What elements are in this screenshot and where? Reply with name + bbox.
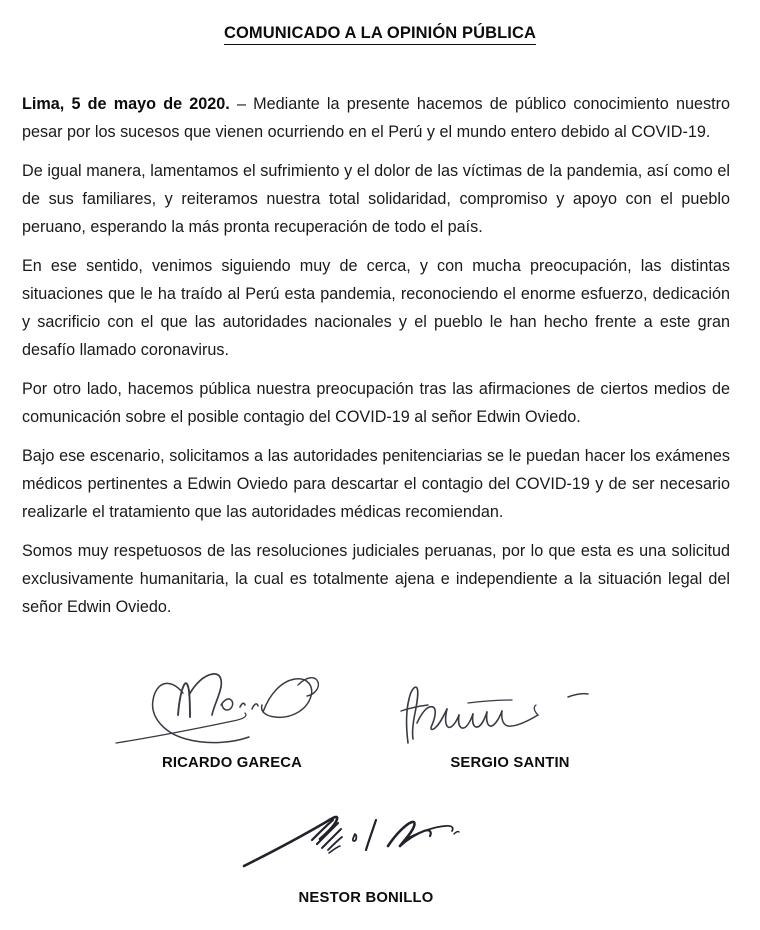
page-title-text: COMUNICADO A LA OPINIÓN PÚBLICA bbox=[224, 24, 536, 45]
dateline: Lima, 5 de mayo de 2020. bbox=[22, 95, 230, 113]
signature-block bbox=[0, 655, 760, 922]
signatory-name: RICARDO GARECA bbox=[161, 755, 303, 771]
paragraph-3: En ese sentido, venimos siguiendo muy de cerca, y con mucha preocupación, las distintas situaciones que le ha traído al Perú esta pandemia, reconociendo el enorme esfuerzo, dedicación y sacrificio con el que las autoridades nacionales y el pueblo le han hecho frente a este gran desafío llamado coronavirus. bbox=[22, 257, 730, 359]
signatory-sergio-santin bbox=[360, 655, 660, 795]
paragraph-1-text: – Mediante la presente hacemos de público conocimiento nuestro pesar por los sucesos que vienen ocurriendo en el Perú y el mundo entero debido al COVID-19. bbox=[22, 95, 730, 141]
handwritten-signature-santin-icon bbox=[360, 655, 660, 760]
signatory-nestor-bonillo bbox=[216, 790, 516, 930]
paragraph-4: Por otro lado, hacemos pública nuestra preocupación tras las afirmaciones de ciertos medios de comunicación sobre el posible contagio del COVID-19 al señor Edwin Oviedo. bbox=[22, 380, 730, 426]
paragraph-2: De igual manera, lamentamos el sufrimiento y el dolor de las víctimas de la pandemia, así como el de sus familiares, y reiteramos nuestra total solidaridad, compromiso y apoyo con el pueblo peruano, esperando la más pronta recuperación de todo el país. bbox=[22, 162, 730, 236]
page-title bbox=[0, 24, 760, 45]
signatory-name: NESTOR BONILLO bbox=[298, 890, 434, 906]
document-body bbox=[22, 90, 730, 621]
paragraph-5: Bajo ese escenario, solicitamos a las autoridades penitenciarias se le puedan hacer los exámenes médicos pertinentes a Edwin Oviedo para descartar el contagio del COVID-19 y de ser necesario realizarle el tratamiento que las autoridades médicas recomiendan. bbox=[22, 447, 730, 521]
signatory-ricardo-gareca bbox=[82, 655, 382, 795]
handwritten-signature-bonillo-icon bbox=[216, 790, 516, 895]
signature-row-top bbox=[0, 655, 760, 795]
paragraph-6: Somos muy respetuosos de las resoluciones judiciales peruanas, por lo que esta es una solicitud exclusivamente humanitaria, la cual es totalmente ajena e independiente a la situación legal del señor Edwin Oviedo. bbox=[22, 542, 730, 616]
paragraph-1 bbox=[22, 90, 730, 146]
handwritten-signature-gareca-icon bbox=[82, 655, 382, 760]
signatory-name: SERGIO SANTIN bbox=[450, 755, 570, 771]
